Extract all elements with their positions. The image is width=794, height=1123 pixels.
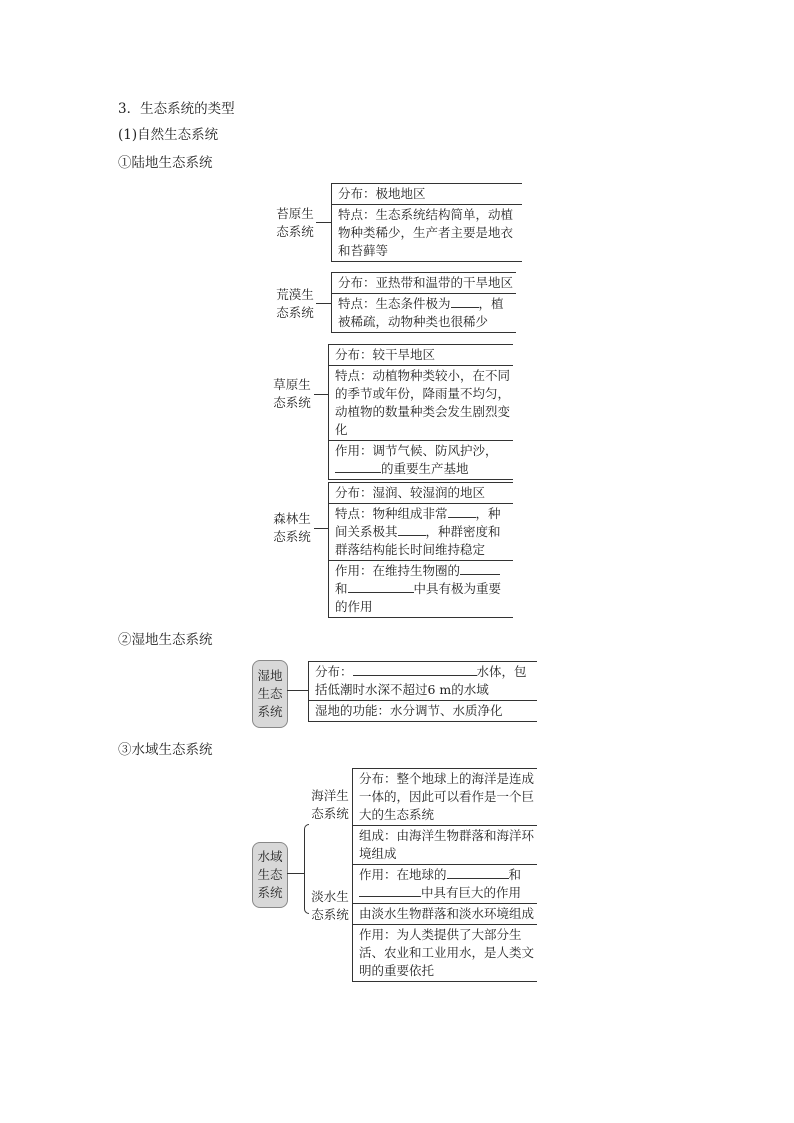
forest-features-a: 特点：物种组成非常 <box>335 506 448 521</box>
forest-role-b: 和 <box>335 581 348 596</box>
tundra-features: 特点：生态系统结构简单，动植物种类稀少，生产者主要是地衣和苔藓等 <box>332 204 522 261</box>
connector <box>316 303 331 304</box>
blank-line <box>353 663 477 676</box>
marine-role <box>353 864 537 903</box>
connector <box>314 528 328 529</box>
forest-label: 森林生 态系统 <box>273 511 311 544</box>
blank-line <box>448 505 476 518</box>
marine-label: 海洋生 态系统 <box>311 788 349 821</box>
tundra-box <box>331 183 522 262</box>
tundra-distribution: 分布：极地地区 <box>338 186 426 201</box>
freshwater-composition: 由淡水生物群落和淡水环境组成 <box>359 906 535 921</box>
freshwater-box <box>352 903 537 982</box>
grassland-distribution: 分布：较干旱地区 <box>335 347 436 362</box>
forest-role-c: 中具有极为重要的作用 <box>335 581 502 614</box>
connector <box>287 690 308 691</box>
connector <box>287 873 305 874</box>
blank-line <box>447 866 509 879</box>
grassland-label: 草原生 态系统 <box>273 377 311 410</box>
freshwater-role: 作用：为人类提供了大部分生活、农业和工业用水，是人类文明的重要依托 <box>353 924 537 981</box>
wetland-distribution-b: 水体，包括低潮时水深不超过6 m的水域 <box>315 664 527 697</box>
desert-features <box>332 293 516 332</box>
blank-line <box>398 523 426 536</box>
forest-box <box>328 482 513 618</box>
marine-distribution: 分布：整个地球上的海洋是连成一体的，因此可以看作是一个巨大的生态系统 <box>359 771 535 822</box>
forest-features-c: ，种群密度和群落结构能长时间维持稳定 <box>335 524 501 557</box>
wetland-label: 湿地 生态 系统 <box>252 660 288 728</box>
tundra-label: 苔原生 态系统 <box>276 206 314 239</box>
blank-line <box>335 460 381 473</box>
terrestrial-heading: ①陆地生态系统 <box>118 155 213 171</box>
forest-role-a: 作用：在维持生物圈的 <box>335 563 461 578</box>
marine-role-b: 和 <box>508 867 522 882</box>
desert-distribution: 分布：亚热带和温带的干旱地区 <box>338 275 514 290</box>
forest-distribution: 分布：湿润、较湿润的地区 <box>335 485 486 500</box>
wetland-distribution-a: 分布： <box>315 664 353 679</box>
connector <box>314 394 328 395</box>
grassland-role-b: 的重要生产基地 <box>381 461 469 476</box>
desert-box <box>331 272 516 333</box>
blank-line <box>348 580 414 593</box>
wetland-function: 湿地的功能：水分调节、水质净化 <box>309 700 537 721</box>
marine-composition: 组成：由海洋生物群落和海洋环境组成 <box>353 825 537 864</box>
marine-role-c: 中具有巨大的作用 <box>421 885 522 900</box>
aquatic-heading: ③水域生态系统 <box>118 742 213 758</box>
marine-role-a: 作用：在地球的 <box>359 867 447 882</box>
blank-line <box>359 884 421 897</box>
desert-features-b: ，植被稀疏，动物种类也很稀少 <box>338 296 504 329</box>
natural-heading: (1)自然生态系统 <box>118 127 219 143</box>
connector <box>316 222 331 223</box>
freshwater-label: 淡水生 态系统 <box>311 889 349 922</box>
marine-box <box>352 768 537 904</box>
aquatic-label: 水域 生态 系统 <box>252 842 288 908</box>
grassland-box <box>328 344 513 480</box>
wetland-distribution <box>309 662 537 700</box>
forest-features <box>329 503 513 560</box>
grassland-features: 特点：动植物种类较小，在不同的季节或年份，降雨量不均匀，动植物的数量种类会发生剧烈变化 <box>329 365 513 440</box>
desert-features-a: 特点：生态条件极为 <box>338 296 451 311</box>
forest-features-b: ，种间关系极其 <box>335 506 501 539</box>
grassland-role <box>329 440 513 479</box>
blank-line <box>451 295 479 308</box>
blank-line <box>460 562 500 575</box>
desert-label: 荒漠生 态系统 <box>276 287 314 320</box>
grassland-role-a: 作用：调节气候、防风护沙， <box>335 443 498 458</box>
section-heading: 3．生态系统的类型 <box>118 101 235 117</box>
wetland-box <box>308 661 537 722</box>
forest-role <box>329 560 513 617</box>
wetland-heading: ②湿地生态系统 <box>118 632 213 648</box>
